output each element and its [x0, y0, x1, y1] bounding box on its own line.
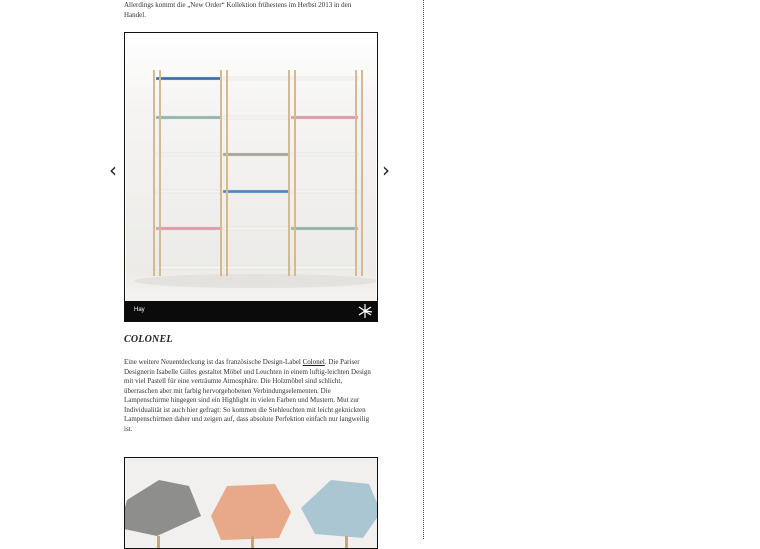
column-divider — [423, 0, 424, 539]
shelf-illustration — [126, 34, 376, 302]
slider-next-arrow[interactable]: › — [382, 158, 390, 182]
shelf-board — [223, 116, 289, 119]
shelf-post — [361, 70, 363, 276]
shelf-post — [288, 70, 290, 276]
lamp-photo — [124, 457, 378, 549]
section-heading-colonel: COLONEL — [124, 334, 173, 345]
lamp-stem — [251, 536, 254, 548]
shelf-board — [156, 190, 221, 193]
shelf-board — [156, 116, 221, 119]
slide-caption-bar — [125, 301, 377, 321]
lamp-stem — [157, 536, 160, 548]
shelf-board — [291, 116, 358, 119]
shelf-board — [291, 190, 358, 193]
shelf-board — [156, 227, 221, 230]
slide-caption: Hay — [134, 307, 145, 313]
shelf-board — [223, 227, 289, 230]
shelf-post — [220, 70, 222, 276]
lamp-stem — [345, 536, 348, 548]
shelf-board — [291, 153, 358, 156]
slider-prev-arrow[interactable]: ‹ — [109, 158, 117, 182]
shelf-board — [223, 77, 289, 80]
image-slider[interactable] — [124, 32, 378, 322]
shelf-photo — [126, 34, 376, 302]
shelf-post — [159, 70, 161, 276]
colonel-link[interactable]: Colonel — [302, 358, 325, 366]
shelf-board — [291, 266, 358, 269]
shelf-board — [223, 190, 289, 193]
shelf-board — [223, 266, 289, 269]
colonel-paragraph — [124, 358, 376, 434]
shelf-post — [226, 70, 228, 276]
paragraph-text-end: . Die Pariser Designerin Isabelle Gilles gestaltet Möbel und Leuchten in einem luftig-leichten Design mit viel Pastell für eine verträumte Atmosphäre. Die Holzmöbel sind schlicht, überraschen aber mit farbig hervorgehobenen Verbindungselementen. Die Lampenschirme hingegen sind ein Highlight in vielen Farben und Mustern. Mut zur Individualität ist auch hier gefragt: So kommen die Stehleuchten mit leicht geknickten Lampenschirmen daher und zeigen auf, dass absolute Perfektion einfach nur langweilig ist. — [124, 358, 371, 433]
shelf-board — [156, 153, 221, 156]
paragraph-text-start: Eine weitere Neuentdeckung ist das französische Design-Label — [124, 358, 303, 366]
shelf-board — [156, 266, 221, 269]
shelf-board — [291, 77, 358, 80]
shelf-board — [156, 77, 221, 80]
shelf-board — [291, 227, 358, 230]
shelf-post — [355, 70, 357, 276]
star-logo-icon — [357, 303, 373, 319]
shelf-board — [223, 153, 289, 156]
shelf-post — [294, 70, 296, 276]
lamps-illustration — [125, 458, 377, 548]
shelf-post — [153, 70, 155, 276]
intro-paragraph: Allerdings kommt die „New Order“ Kollektion frühestens im Herbst 2013 in den Handel. — [124, 1, 352, 19]
